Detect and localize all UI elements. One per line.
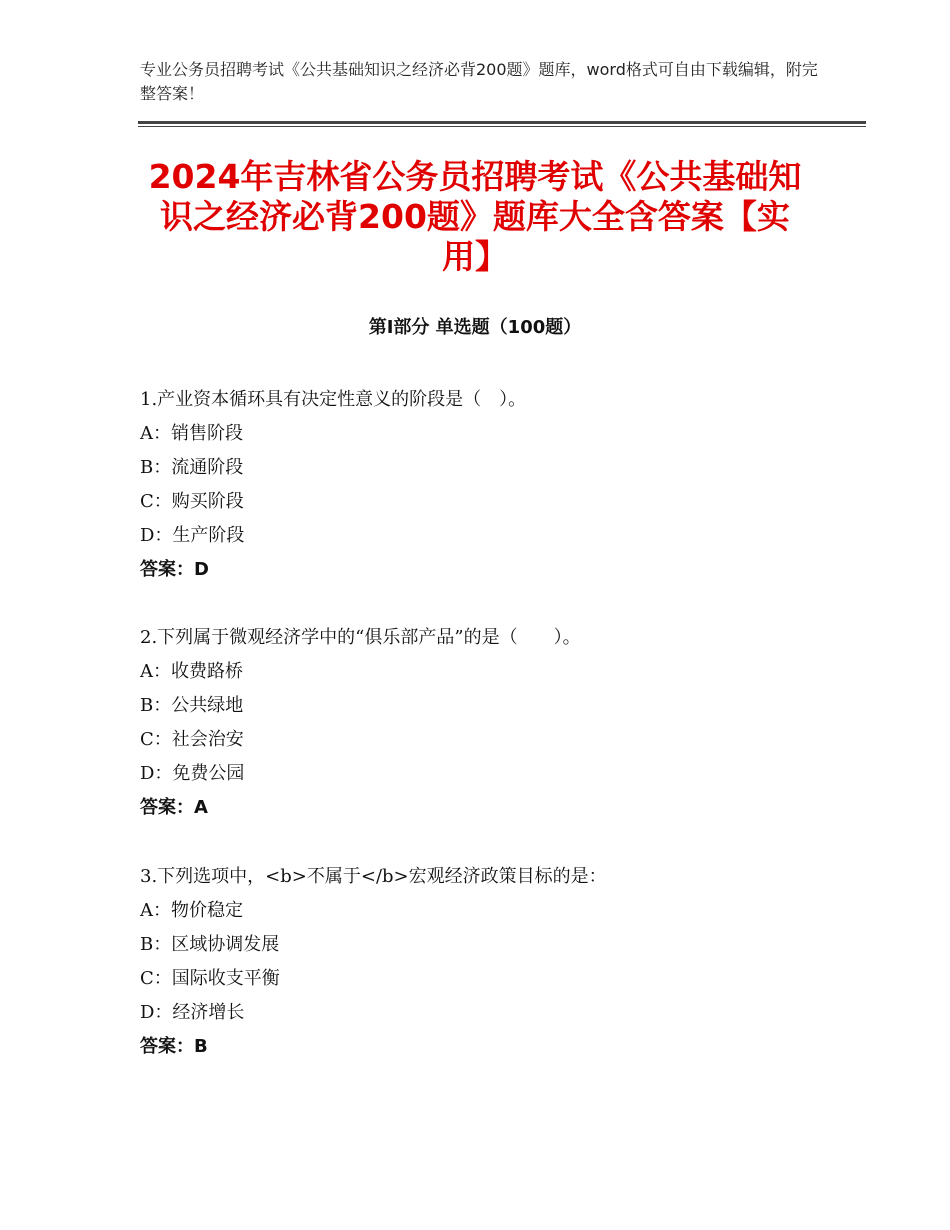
question-stem: 3.下列选项中，<b>不属于</b>宏观经济政策目标的是： <box>140 866 607 887</box>
answer-label: 答案：D <box>140 559 209 580</box>
option-b: B：区域协调发展 <box>140 934 280 955</box>
option-d: D：生产阶段 <box>140 525 245 546</box>
question-stem: 1.产业资本循环具有决定性意义的阶段是（ ）。 <box>140 389 527 410</box>
document-title: 2024年吉林省公务员招聘考试《公共基础知识之经济必背200题》题库大全含答案【实用】 <box>148 157 802 276</box>
option-a: A：物价稳定 <box>140 900 243 921</box>
option-a: A：收费路桥 <box>140 661 243 682</box>
section-heading: 第Ⅰ部分 单选题（100题） <box>368 317 582 338</box>
answer-label: 答案：A <box>140 797 208 818</box>
header-divider-thick <box>138 121 866 124</box>
header-divider-thin <box>138 126 866 127</box>
answer-label: 答案：B <box>140 1036 208 1057</box>
question-stem: 2.下列属于微观经济学中的“俱乐部产品”的是（ ）。 <box>140 627 581 648</box>
option-d: D：免费公园 <box>140 763 245 784</box>
option-d: D：经济增长 <box>140 1002 245 1023</box>
option-c: C：购买阶段 <box>140 491 244 512</box>
option-a: A：销售阶段 <box>140 423 243 444</box>
question-1 <box>140 383 840 587</box>
option-b: B：公共绿地 <box>140 695 244 716</box>
option-c: C：社会治安 <box>140 729 244 750</box>
header-note: 专业公务员招聘考试《公共基础知识之经济必背200题》题库，word格式可自由下载编辑，附完整答案！ <box>140 60 818 103</box>
question-3 <box>140 860 840 1064</box>
option-c: C：国际收支平衡 <box>140 968 280 989</box>
option-b: B：流通阶段 <box>140 457 244 478</box>
question-2 <box>140 621 840 825</box>
